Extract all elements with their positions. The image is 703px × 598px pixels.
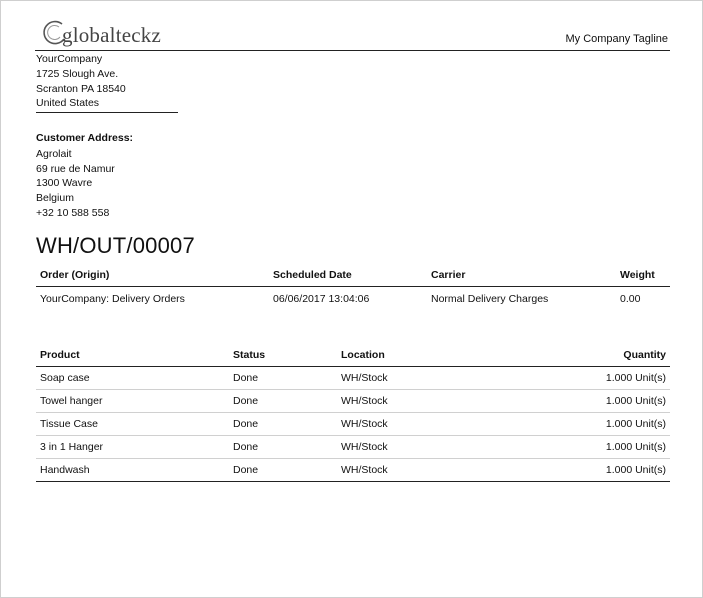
company-name: YourCompany [36, 53, 103, 65]
cell-status: Done [229, 436, 337, 459]
table-row [36, 367, 670, 390]
cell-quantity: 1.000 Unit(s) [495, 459, 670, 482]
col-header-product: Product [36, 345, 229, 367]
cell-status: Done [229, 390, 337, 413]
cell-quantity: 1.000 Unit(s) [495, 413, 670, 436]
cell-status: Done [229, 413, 337, 436]
cell-status: Done [229, 367, 337, 390]
cell-weight: 0.00 [620, 293, 641, 305]
company-country: United States [36, 97, 100, 110]
report-header [35, 15, 670, 51]
col-header-carrier: Carrier [427, 265, 616, 287]
cell-location: WH/Stock [337, 459, 495, 482]
cell-carrier: Normal Delivery Charges [431, 293, 549, 305]
col-header-weight: Weight [616, 265, 670, 287]
table-header-row [36, 345, 670, 367]
order-info-table [36, 265, 670, 311]
company-address [36, 52, 178, 113]
customer-address [36, 131, 133, 221]
cell-product: Tissue Case [36, 413, 229, 436]
customer-country: Belgium [36, 192, 74, 205]
cell-location: WH/Stock [337, 413, 495, 436]
col-header-location: Location [337, 345, 495, 367]
cell-location: WH/Stock [337, 436, 495, 459]
table-row [36, 413, 670, 436]
cell-quantity: 1.000 Unit(s) [495, 367, 670, 390]
table-row [36, 459, 670, 482]
cell-status: Done [229, 459, 337, 482]
cell-product: Soap case [36, 367, 229, 390]
customer-name: Agrolait [36, 147, 72, 160]
cell-product: 3 in 1 Hanger [36, 436, 229, 459]
table-row [36, 436, 670, 459]
company-logo [40, 18, 180, 48]
customer-street: 69 rue de Namur [36, 162, 115, 175]
company-city: Scranton PA 18540 [36, 82, 126, 95]
logo-text: globalteckz [62, 23, 161, 47]
company-tagline: My Company Tagline [565, 33, 668, 45]
cell-location: WH/Stock [337, 367, 495, 390]
cell-origin: YourCompany: Delivery Orders [40, 293, 185, 305]
move-lines-table [36, 345, 670, 482]
cell-quantity: 1.000 Unit(s) [495, 436, 670, 459]
table-row [36, 390, 670, 413]
customer-address-title: Customer Address: [36, 132, 134, 144]
cell-quantity: 1.000 Unit(s) [495, 390, 670, 413]
cell-product: Handwash [36, 459, 229, 482]
table-header-row [36, 265, 670, 287]
col-header-status: Status [229, 345, 337, 367]
customer-city: 1300 Wavre [36, 177, 93, 190]
col-header-origin: Order (Origin) [36, 265, 269, 287]
cell-product: Towel hanger [36, 390, 229, 413]
company-street: 1725 Slough Ave. [36, 67, 119, 80]
customer-phone: +32 10 588 558 [36, 206, 110, 219]
document-title: WH/OUT/00007 [36, 233, 195, 258]
col-header-scheduled-date: Scheduled Date [269, 265, 427, 287]
cell-scheduled-date: 06/06/2017 13:04:06 [273, 293, 370, 305]
cell-location: WH/Stock [337, 390, 495, 413]
table-row [36, 287, 670, 312]
col-header-quantity: Quantity [495, 345, 670, 367]
